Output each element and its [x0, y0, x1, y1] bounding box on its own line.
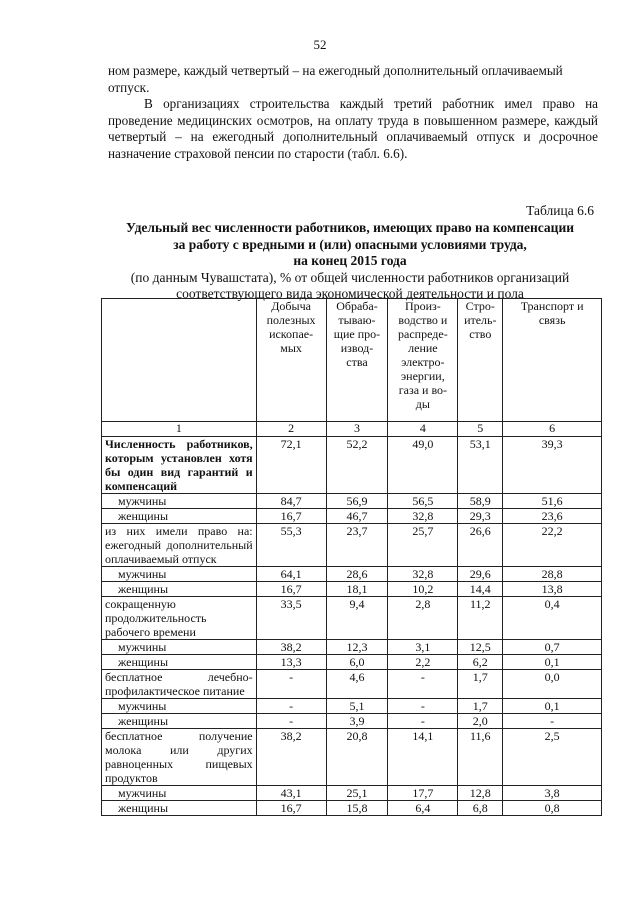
- header-row: [102, 299, 602, 422]
- table-cell: 25,7: [388, 524, 458, 567]
- row-label: женщины: [102, 655, 257, 670]
- title-subline-1: (по данным Чувашстата), % от общей численности работников организаций: [130, 269, 570, 285]
- column-header-3: Обраба- тываю- щие про- извод- ства: [326, 299, 388, 422]
- table-cell: 28,6: [326, 567, 388, 582]
- column-number-1: 1: [102, 422, 257, 437]
- row-label: сокращенную продолжительность рабочего времени: [102, 597, 257, 640]
- table-cell: 6,8: [458, 801, 503, 816]
- data-table: [101, 298, 602, 816]
- table-cell: 2,2: [388, 655, 458, 670]
- table-cell: -: [388, 670, 458, 699]
- table-cell: 6,0: [326, 655, 388, 670]
- table-cell: 16,7: [256, 509, 326, 524]
- table-cell: -: [388, 699, 458, 714]
- row-label: женщины: [102, 714, 257, 729]
- table-cell: 32,8: [388, 567, 458, 582]
- title-subline-2: соответствующего вида экономической деятельности и пола: [176, 286, 524, 301]
- table-row: [102, 494, 602, 509]
- table-cell: 16,7: [256, 582, 326, 597]
- row-label: из них имели право на: ежегодный дополнительный оплачиваемый отпуск: [102, 524, 257, 567]
- table-cell: 23,6: [503, 509, 602, 524]
- table-row: [102, 714, 602, 729]
- table-cell: 72,1: [256, 437, 326, 494]
- table-cell: 2,5: [503, 729, 602, 786]
- table-cell: -: [256, 714, 326, 729]
- table-row: [102, 699, 602, 714]
- row-label: мужчины: [102, 494, 257, 509]
- table-cell: 12,3: [326, 640, 388, 655]
- table-row: [102, 640, 602, 655]
- table-cell: 1,7: [458, 670, 503, 699]
- row-label: Численность работников, которым установлен хотя бы один вид гарантий и компенсаций: [102, 437, 257, 494]
- table-cell: 0,4: [503, 597, 602, 640]
- table-cell: 15,8: [326, 801, 388, 816]
- column-header-2: Добыча полезных ископае- мых: [256, 299, 326, 422]
- paragraph-1: ном размере, каждый четвертый – на ежегодный дополнительный оплачиваемый отпуск.: [108, 63, 563, 95]
- table-cell: 38,2: [256, 640, 326, 655]
- table-row: [102, 524, 602, 567]
- table-cell: 16,7: [256, 801, 326, 816]
- table-cell: 52,2: [326, 437, 388, 494]
- table-cell: 3,1: [388, 640, 458, 655]
- table-cell: 53,1: [458, 437, 503, 494]
- title-line-2: за работу с вредными и (или) опасными условиями труда,: [173, 236, 527, 252]
- table-cell: 11,2: [458, 597, 503, 640]
- table-cell: 3,8: [503, 786, 602, 801]
- table-row: [102, 509, 602, 524]
- table-cell: -: [503, 714, 602, 729]
- table-cell: 11,6: [458, 729, 503, 786]
- table-cell: 32,8: [388, 509, 458, 524]
- table-cell: 12,5: [458, 640, 503, 655]
- table-row: [102, 655, 602, 670]
- table-cell: 38,2: [256, 729, 326, 786]
- table-cell: 43,1: [256, 786, 326, 801]
- table-cell: -: [256, 699, 326, 714]
- table-cell: 26,6: [458, 524, 503, 567]
- table-cell: 6,4: [388, 801, 458, 816]
- table-cell: 13,8: [503, 582, 602, 597]
- table-cell: 33,5: [256, 597, 326, 640]
- table-cell: 14,1: [388, 729, 458, 786]
- table-cell: 22,2: [503, 524, 602, 567]
- table-cell: 1,7: [458, 699, 503, 714]
- row-label: мужчины: [102, 567, 257, 582]
- table-cell: 3,9: [326, 714, 388, 729]
- table-cell: 0,0: [503, 670, 602, 699]
- column-number-2: 2: [256, 422, 326, 437]
- table-row: [102, 801, 602, 816]
- column-number-row: [102, 422, 602, 437]
- row-label: бесплатное получение молока или других равноценных пищевых продуктов: [102, 729, 257, 786]
- column-header-1: [102, 299, 257, 422]
- table-cell: 0,7: [503, 640, 602, 655]
- table-row: [102, 786, 602, 801]
- table-cell: 51,6: [503, 494, 602, 509]
- table-cell: -: [256, 670, 326, 699]
- table-cell: 20,8: [326, 729, 388, 786]
- table-cell: 14,4: [458, 582, 503, 597]
- column-header-5: Стро- итель- ство: [458, 299, 503, 422]
- page-number: 52: [313, 37, 327, 52]
- table-row: [102, 729, 602, 786]
- table-cell: 2,8: [388, 597, 458, 640]
- table-cell: 5,1: [326, 699, 388, 714]
- table-cell: 17,7: [388, 786, 458, 801]
- column-header-4: Произ- водство и распреде- ление электро- энергии, газа и во- ды: [388, 299, 458, 422]
- table-cell: 4,6: [326, 670, 388, 699]
- column-number-3: 3: [326, 422, 388, 437]
- table-row: [102, 582, 602, 597]
- table-cell: 56,9: [326, 494, 388, 509]
- row-label: женщины: [102, 509, 257, 524]
- title-line-3: на конец 2015 года: [293, 253, 407, 268]
- table-cell: 12,8: [458, 786, 503, 801]
- table-cell: 29,3: [458, 509, 503, 524]
- table-cell: 84,7: [256, 494, 326, 509]
- table-title: [100, 220, 600, 303]
- title-line-1: Удельный вес численности работников, имеющих право на компенсации: [125, 220, 575, 235]
- row-label: мужчины: [102, 640, 257, 655]
- column-header-6: Транспорт и связь: [503, 299, 602, 422]
- table-cell: 49,0: [388, 437, 458, 494]
- table-cell: 58,9: [458, 494, 503, 509]
- table-cell: 29,6: [458, 567, 503, 582]
- table-cell: 46,7: [326, 509, 388, 524]
- row-label: бесплатное лечебно-профилактическое питание: [102, 670, 257, 699]
- table-cell: -: [388, 714, 458, 729]
- table-cell: 13,3: [256, 655, 326, 670]
- row-label: мужчины: [102, 699, 257, 714]
- table-cell: 39,3: [503, 437, 602, 494]
- table-row: [102, 437, 602, 494]
- table-label: Таблица 6.6: [526, 203, 594, 218]
- table-cell: 0,1: [503, 699, 602, 714]
- table-cell: 6,2: [458, 655, 503, 670]
- table-cell: 9,4: [326, 597, 388, 640]
- table-cell: 10,2: [388, 582, 458, 597]
- table-cell: 28,8: [503, 567, 602, 582]
- table-row: [102, 670, 602, 699]
- table-cell: 0,1: [503, 655, 602, 670]
- table-cell: 64,1: [256, 567, 326, 582]
- table-cell: 55,3: [256, 524, 326, 567]
- column-number-5: 5: [458, 422, 503, 437]
- table-row: [102, 567, 602, 582]
- table-cell: 0,8: [503, 801, 602, 816]
- paragraph-2: В организациях строительства каждый третий работник имел право на проведение медицинских осмотров, на оплату труда в повышенном размере, каждый четвертый – на ежегодный дополнительный оплачиваемый отпуск и досрочное назначение страховой пенсии по старости (табл. 6.6).: [108, 96, 598, 161]
- row-label: женщины: [102, 801, 257, 816]
- table-cell: 23,7: [326, 524, 388, 567]
- table-cell: 25,1: [326, 786, 388, 801]
- table-cell: 56,5: [388, 494, 458, 509]
- table-cell: 18,1: [326, 582, 388, 597]
- column-number-4: 4: [388, 422, 458, 437]
- row-label: мужчины: [102, 786, 257, 801]
- table-cell: 2,0: [458, 714, 503, 729]
- row-label: женщины: [102, 582, 257, 597]
- table-row: [102, 597, 602, 640]
- column-number-6: 6: [503, 422, 602, 437]
